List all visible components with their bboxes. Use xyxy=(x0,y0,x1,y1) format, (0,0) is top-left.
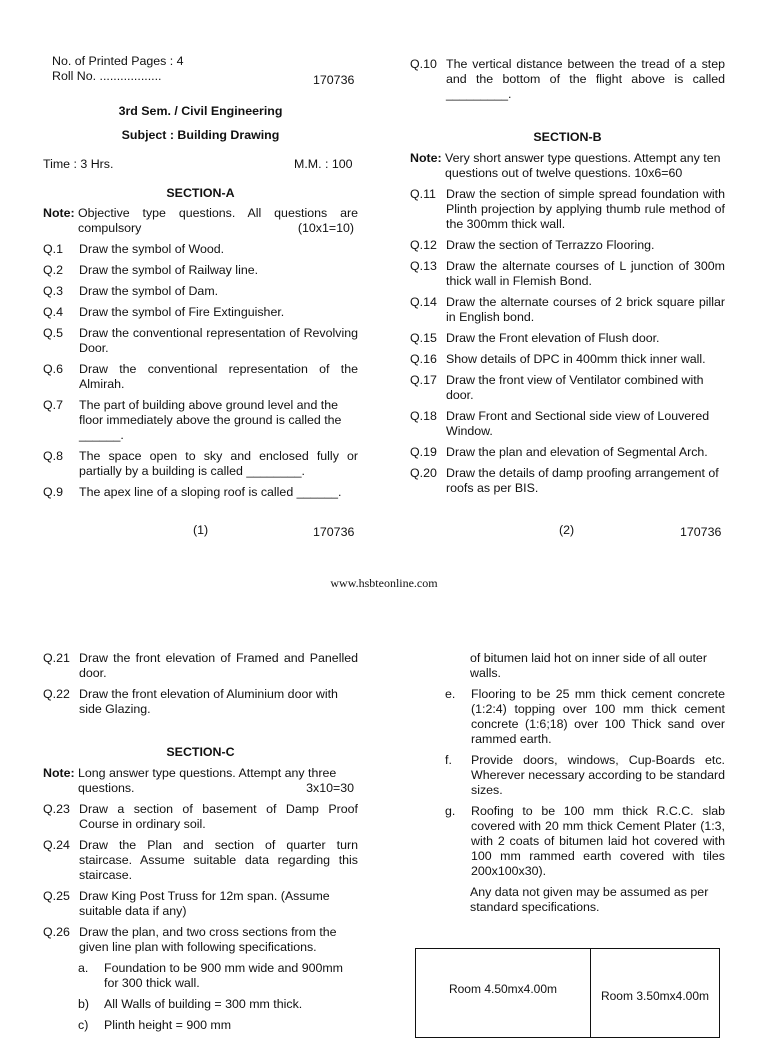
question-q8 xyxy=(43,449,358,479)
question-text: Draw the alternate courses of 2 brick square pillar in English bond. xyxy=(446,295,725,324)
question-q1 xyxy=(43,242,358,257)
line-plan-table xyxy=(415,948,720,1038)
question-text: Draw the symbol of Wood. xyxy=(79,242,225,256)
spec-label: f. xyxy=(445,753,452,767)
spec-label: c) xyxy=(78,1018,89,1032)
question-text: The part of building above ground level and the floor immediately above the ground is called the ______. xyxy=(79,398,342,442)
question-q9 xyxy=(43,485,358,500)
page1-number: (1) xyxy=(193,523,209,537)
question-q24 xyxy=(43,838,358,883)
question-q25 xyxy=(43,889,358,919)
page3-column xyxy=(43,651,358,723)
question-q26 xyxy=(43,925,358,955)
page2-footer-code: 170736 xyxy=(680,525,722,539)
question-number: Q.19 xyxy=(410,445,437,459)
question-q5 xyxy=(43,326,358,356)
max-marks: M.M. : 100 xyxy=(294,157,353,171)
spec-item-g xyxy=(410,804,725,879)
question-text: Draw the front view of Ventilator combined with door. xyxy=(446,373,704,402)
question-q14 xyxy=(410,295,725,325)
question-number: Q.10 xyxy=(410,57,437,71)
subject-heading: Subject : Building Drawing xyxy=(121,128,280,142)
spec-text: Roofing to be 100 mm thick R.C.C. slab covered with 20 mm thick Cement Plater (1:3, with 2 coats of bitumen laid hot covered with 100 mm rammed earth covered with tiles 200x100x30). xyxy=(471,804,725,878)
question-number: Q.23 xyxy=(43,802,70,816)
spec-continuation: of bitumen laid hot on inner side of all outer walls. xyxy=(470,651,707,680)
question-q11 xyxy=(410,187,725,232)
page2-body xyxy=(410,151,725,502)
spec-item-a xyxy=(43,961,358,991)
question-q21 xyxy=(43,651,358,681)
spec-text: Plinth height = 900 mm xyxy=(104,1018,232,1032)
question-number: Q.15 xyxy=(410,331,437,345)
note-text: Objective type questions. All questions are compulsory xyxy=(78,206,358,235)
question-number: Q.5 xyxy=(43,326,63,340)
page1-footer-code: 170736 xyxy=(313,525,355,539)
question-text: Draw the front elevation of Framed and Panelled door. xyxy=(79,651,358,680)
room-cell-1 xyxy=(416,949,591,1038)
note-text: Very short answer type questions. Attempt any ten questions out of twelve questions. 10x6=60 xyxy=(445,151,721,180)
spec-text: Foundation to be 900 mm wide and 900mm for 300 thick wall. xyxy=(104,961,344,990)
question-number: Q.22 xyxy=(43,687,70,701)
spec-item-e xyxy=(410,687,725,747)
question-text: Draw the details of damp proofing arrangement of roofs as per BIS. xyxy=(446,466,719,495)
note-label: Note: xyxy=(43,206,75,220)
question-text: Draw the front elevation of Aluminium door with side Glazing. xyxy=(79,687,338,716)
question-q3 xyxy=(43,284,358,299)
page2-column xyxy=(410,57,725,102)
roll-number: Roll No. .................. xyxy=(52,69,162,83)
note-label: Note: xyxy=(43,766,75,780)
website-link[interactable]: www.hsbteonline.com xyxy=(330,576,438,590)
question-text: The vertical distance between the tread of a step and the bottom of the flight above is called _________. xyxy=(446,57,725,101)
page4-column xyxy=(410,651,725,915)
question-q10 xyxy=(410,57,725,102)
question-text: Draw the symbol of Dam. xyxy=(79,284,219,298)
spec-label: e. xyxy=(445,687,456,701)
note-marks: 3x10=30 xyxy=(306,781,354,795)
section-b-note xyxy=(410,151,725,181)
note-label: Note: xyxy=(410,151,442,165)
section-c-note xyxy=(43,766,358,796)
spec-label: g. xyxy=(445,804,456,818)
question-q7 xyxy=(43,398,358,443)
section-c-heading: SECTION-C xyxy=(166,745,235,759)
question-q23 xyxy=(43,802,358,832)
question-number: Q.1 xyxy=(43,242,63,256)
question-q20 xyxy=(410,466,725,496)
page1-column xyxy=(43,206,358,506)
question-number: Q.17 xyxy=(410,373,437,387)
question-text: Draw the conventional representation of the Almirah. xyxy=(79,362,358,391)
note-text: Long answer type questions. Attempt any three questions. xyxy=(78,766,337,795)
spec-label: b) xyxy=(78,997,90,1011)
spec-item-b xyxy=(43,997,358,1012)
question-number: Q.12 xyxy=(410,238,437,252)
spec-item-c xyxy=(43,1018,358,1033)
question-number: Q.9 xyxy=(43,485,63,499)
question-number: Q.16 xyxy=(410,352,437,366)
question-text: Draw the plan, and two cross sections from the given line plan with following specifications. xyxy=(79,925,337,954)
question-text: The space open to sky and enclosed fully or partially by a building is called ________. xyxy=(79,449,358,478)
question-number: Q.11 xyxy=(410,187,436,201)
question-q12 xyxy=(410,238,725,253)
room-label: Room 4.50mx4.00m xyxy=(448,982,558,996)
question-text: Draw the Plan and section of quarter turn staircase. Assume suitable data regarding this staircase. xyxy=(79,838,358,882)
question-q13 xyxy=(410,259,725,289)
question-text: Draw the alternate courses of L junction of 300m thick wall in Flemish Bond. xyxy=(446,259,725,288)
question-text: Draw the conventional representation of Revolving Door. xyxy=(79,326,358,355)
spec-text: Provide doors, windows, Cup-Boards etc. Wherever necessary according to be standard sizes. xyxy=(471,753,725,797)
section-a-note xyxy=(43,206,358,236)
question-q22 xyxy=(43,687,358,717)
spec-text: All Walls of building = 300 mm thick. xyxy=(104,997,303,1011)
closing-note: Any data not given may be assumed as per standard specifications. xyxy=(470,885,709,914)
question-number: Q.25 xyxy=(43,889,70,903)
question-text: Draw the section of Terrazzo Flooring. xyxy=(446,238,655,252)
question-number: Q.4 xyxy=(43,305,63,319)
question-q15 xyxy=(410,331,725,346)
question-number: Q.18 xyxy=(410,409,437,423)
question-text: Draw King Post Truss for 12m span. (Assume suitable data if any) xyxy=(79,889,330,918)
question-text: Draw the Front elevation of Flush door. xyxy=(446,331,660,345)
question-number: Q.2 xyxy=(43,263,63,277)
printed-pages: No. of Printed Pages : 4 xyxy=(52,54,184,68)
question-q4 xyxy=(43,305,358,320)
question-text: Draw Front and Sectional side view of Louvered Window. xyxy=(446,409,710,438)
semester-heading: 3rd Sem. / Civil Engineering xyxy=(118,104,283,118)
page3-body xyxy=(43,766,358,1039)
question-number: Q.24 xyxy=(43,838,70,852)
question-q18 xyxy=(410,409,725,439)
paper-code: 170736 xyxy=(313,73,355,87)
question-text: Draw a section of basement of Damp Proof Course in ordinary soil. xyxy=(79,802,358,831)
question-number: Q.7 xyxy=(43,398,63,412)
question-q2 xyxy=(43,263,358,278)
question-number: Q.14 xyxy=(410,295,437,309)
question-number: Q.3 xyxy=(43,284,63,298)
question-text: Draw the plan and elevation of Segmental Arch. xyxy=(446,445,708,459)
question-text: Draw the section of simple spread foundation with Plinth projection by applying thumb rule method of the 300mm thick wall. xyxy=(446,187,725,231)
question-number: Q.8 xyxy=(43,449,63,463)
question-number: Q.13 xyxy=(410,259,437,273)
room-cell-2 xyxy=(591,949,720,1038)
spec-label: a. xyxy=(78,961,89,975)
question-q17 xyxy=(410,373,725,403)
question-number: Q.26 xyxy=(43,925,70,939)
question-text: Show details of DPC in 400mm thick inner wall. xyxy=(446,352,706,366)
question-q6 xyxy=(43,362,358,392)
question-number: Q.6 xyxy=(43,362,63,376)
line-plan xyxy=(415,948,720,1038)
exam-time: Time : 3 Hrs. xyxy=(43,157,114,171)
question-q19 xyxy=(410,445,725,460)
question-q16 xyxy=(410,352,725,367)
question-text: Draw the symbol of Railway line. xyxy=(79,263,259,277)
page2-number: (2) xyxy=(559,523,575,537)
question-number: Q.21 xyxy=(43,651,70,665)
spec-item-f xyxy=(410,753,725,798)
room-label: Room 3.50mx4.00m xyxy=(600,989,710,1003)
section-b-heading: SECTION-B xyxy=(533,130,602,144)
spec-text: Flooring to be 25 mm thick cement concrete (1:2:4) topping over 100 mm thick cement concrete (1:6;18) over 100 Thick sand over rammed earth. xyxy=(471,687,725,746)
question-text: The apex line of a sloping roof is called ______. xyxy=(79,485,342,499)
section-a-heading: SECTION-A xyxy=(166,186,235,200)
question-text: Draw the symbol of Fire Extinguisher. xyxy=(79,305,285,319)
note-marks: (10x1=10) xyxy=(297,221,354,235)
question-number: Q.20 xyxy=(410,466,437,480)
